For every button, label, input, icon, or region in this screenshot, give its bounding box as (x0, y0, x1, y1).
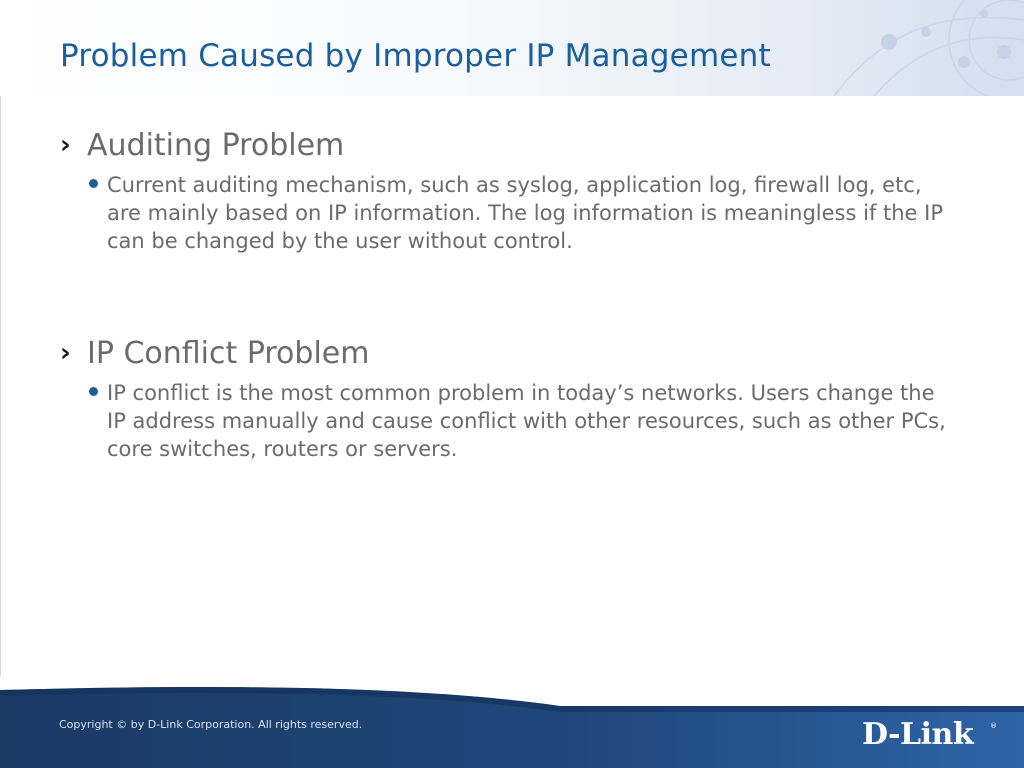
bullet-dot-icon (89, 179, 98, 188)
chevron-bullet-icon: › (60, 130, 71, 160)
header-decoration (794, 0, 1024, 96)
section-heading: IP Conflict Problem (87, 336, 370, 371)
bullet-text: Current auditing mechanism, such as syslog, application log, firewall log, etc, are mainly based on IP information. The log information is meaningless if the IP can be changed by the user without control. (107, 173, 944, 253)
bullet-item (60, 379, 960, 463)
copyright-notice: Copyright © by D-Link Corporation. All rights reserved. (59, 718, 363, 731)
bullet-dot-icon (89, 387, 98, 396)
bullet-item (60, 171, 960, 255)
section-heading: Auditing Problem (87, 128, 345, 163)
slide-title: Problem Caused by Improper IP Management (60, 38, 771, 74)
left-border-line (0, 96, 1, 696)
section-ip-conflict-problem (60, 337, 960, 463)
dlink-logo: D-Link (862, 717, 974, 752)
registered-mark: ® (990, 722, 997, 730)
section-auditing-problem (60, 129, 960, 255)
chevron-bullet-icon: › (60, 338, 71, 368)
bullet-text: IP conflict is the most common problem in today’s networks. Users change the IP address manually and cause conflict with other resources, such as other PCs, core switches, routers or servers. (107, 381, 946, 461)
